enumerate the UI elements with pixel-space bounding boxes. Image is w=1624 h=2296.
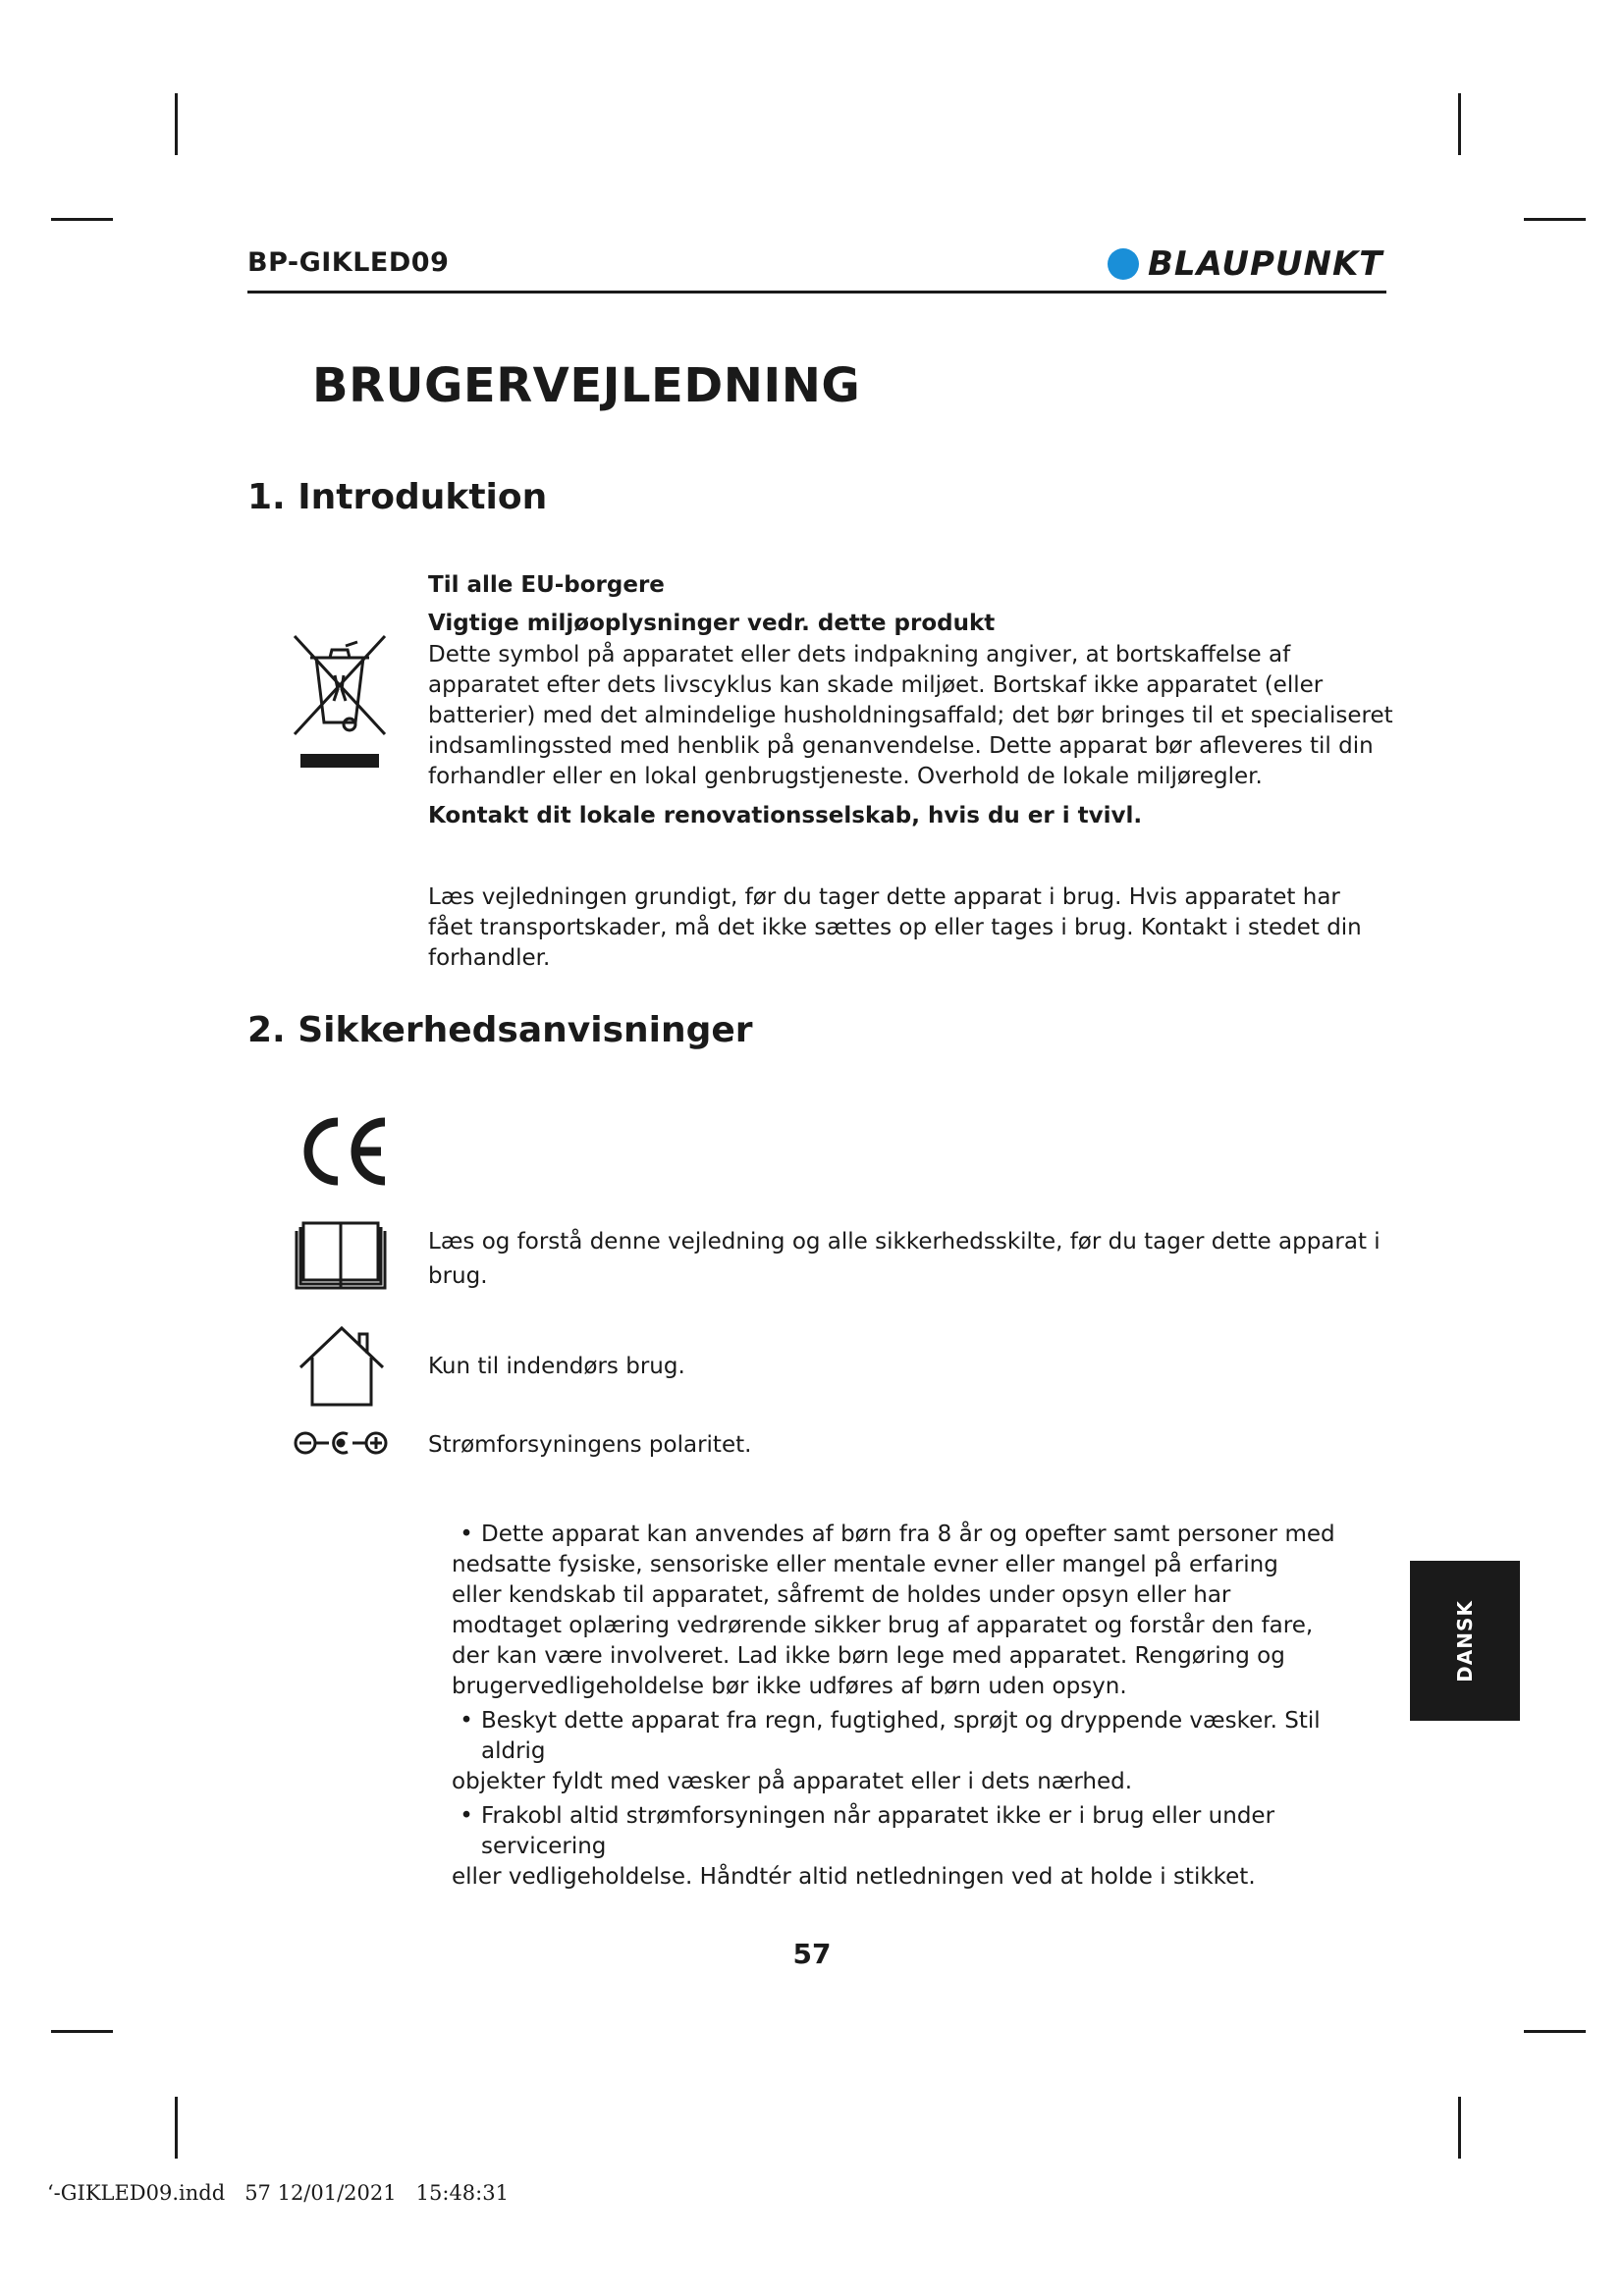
list-item bbox=[440, 1520, 1343, 1702]
text-line: objekter fyldt med væsker på apparatet eller i dets nærhed. bbox=[452, 1769, 1133, 1794]
crop-mark bbox=[51, 218, 113, 221]
crop-mark bbox=[175, 2097, 178, 2159]
text-line: brug. bbox=[428, 1263, 488, 1289]
safety-bullet-list bbox=[440, 1520, 1343, 1896]
crop-mark bbox=[51, 2030, 113, 2033]
text-line: brugervedligeholdelse bør ikke udføres af børn uden opsyn. bbox=[452, 1674, 1127, 1699]
crop-mark bbox=[1458, 93, 1461, 155]
list-item bbox=[440, 1706, 1343, 1797]
brand-logo bbox=[1108, 246, 1383, 282]
text-line: indsamlingssted med henblik på genanvendelse. Dette apparat bør afleveres til din bbox=[428, 733, 1374, 759]
brand-dot-icon bbox=[1108, 248, 1139, 280]
text-line: forhandler eller en lokal genbrugstjeneste. Overhold de lokale miljøregler. bbox=[428, 764, 1263, 789]
contact-notice: Kontakt dit lokale renovationsselskab, hvis du er i tvivl. bbox=[428, 803, 1143, 828]
print-slug: ‘-GIKLED09.indd 57 12/01/2021 15:48:31 bbox=[47, 2181, 509, 2205]
text-line: apparatet efter dets livscyklus kan skade miljøet. Bortskaf ikke apparatet (eller bbox=[428, 672, 1324, 698]
section-2-heading: 2. Sikkerhedsanvisninger bbox=[247, 1010, 753, 1050]
bullet-text: Frakobl altid strømforsyningen når apparatet ikke er i brug eller under servicering bbox=[481, 1803, 1275, 1859]
env-paragraph bbox=[428, 640, 1393, 792]
text-line: modtaget oplæring vedrørende sikker brug af apparatet og forstår den fare, bbox=[452, 1613, 1314, 1638]
text-line: Læs og forstå denne vejledning og alle sikkerhedsskilte, før du tager dette apparat i bbox=[428, 1229, 1380, 1255]
open-book-icon bbox=[293, 1217, 389, 1292]
brand-name: BLAUPUNKT bbox=[1148, 244, 1383, 284]
language-tab bbox=[1410, 1561, 1520, 1721]
env-heading: Vigtige miljøoplysninger vedr. dette produkt bbox=[428, 611, 996, 636]
crossed-out-wheelie-bin-icon bbox=[287, 628, 393, 775]
page-number: 57 bbox=[792, 1938, 832, 1970]
text-line: forhandler. bbox=[428, 945, 551, 971]
text-line: eller vedligeholdelse. Håndtér altid netledningen ved at holde i stikket. bbox=[452, 1864, 1256, 1890]
text-line: eller kendskab til apparatet, såfremt de holdes under opsyn eller har bbox=[452, 1582, 1231, 1608]
eu-heading: Til alle EU-borgere bbox=[428, 572, 665, 598]
crop-mark bbox=[175, 93, 178, 155]
bullet-text: Beskyt dette apparat fra regn, fugtighed, sprøjt og dryppende væsker. Stil aldrig bbox=[481, 1708, 1321, 1764]
house-icon bbox=[295, 1324, 389, 1409]
crop-mark bbox=[1458, 2097, 1461, 2159]
text-line: Dette symbol på apparatet eller dets indpakning angiver, at bortskaffelse af bbox=[428, 642, 1291, 667]
polarity-text: Strømforsyningens polaritet. bbox=[428, 1432, 752, 1458]
text-line: Læs vejledningen grundigt, før du tager dette apparat i brug. Hvis apparatet har bbox=[428, 884, 1340, 910]
ce-mark-icon bbox=[297, 1114, 391, 1189]
bullet-icon: • bbox=[460, 1803, 473, 1829]
language-tab-label: DANSK bbox=[1453, 1599, 1477, 1682]
text-line: nedsatte fysiske, sensoriske eller mentale evner eller mangel på erfaring bbox=[452, 1552, 1278, 1577]
bullet-text: Dette apparat kan anvendes af børn fra 8 år og opefter samt personer med bbox=[481, 1522, 1335, 1547]
read-symbol-text bbox=[428, 1227, 1380, 1292]
read-manual-paragraph bbox=[428, 882, 1362, 974]
crop-mark bbox=[1524, 2030, 1586, 2033]
list-item bbox=[440, 1801, 1343, 1893]
crop-mark bbox=[1524, 218, 1586, 221]
indoor-use-text: Kun til indendørs brug. bbox=[428, 1354, 685, 1379]
text-line: der kan være involveret. Lad ikke børn lege med apparatet. Rengøring og bbox=[452, 1643, 1285, 1669]
model-number: BP-GIKLED09 bbox=[247, 247, 450, 278]
polarity-icon bbox=[293, 1429, 389, 1457]
bullet-icon: • bbox=[460, 1522, 473, 1547]
header-divider bbox=[247, 291, 1386, 294]
bullet-icon: • bbox=[460, 1708, 473, 1734]
document-title: BRUGERVEJLEDNING bbox=[312, 358, 861, 413]
section-1-heading: 1. Introduktion bbox=[247, 477, 548, 517]
text-line: batterier) med det almindelige husholdningsaffald; det bør bringes til et specialiseret bbox=[428, 703, 1393, 728]
text-line: fået transportskader, må det ikke sættes op eller tages i brug. Kontakt i stedet din bbox=[428, 915, 1362, 940]
